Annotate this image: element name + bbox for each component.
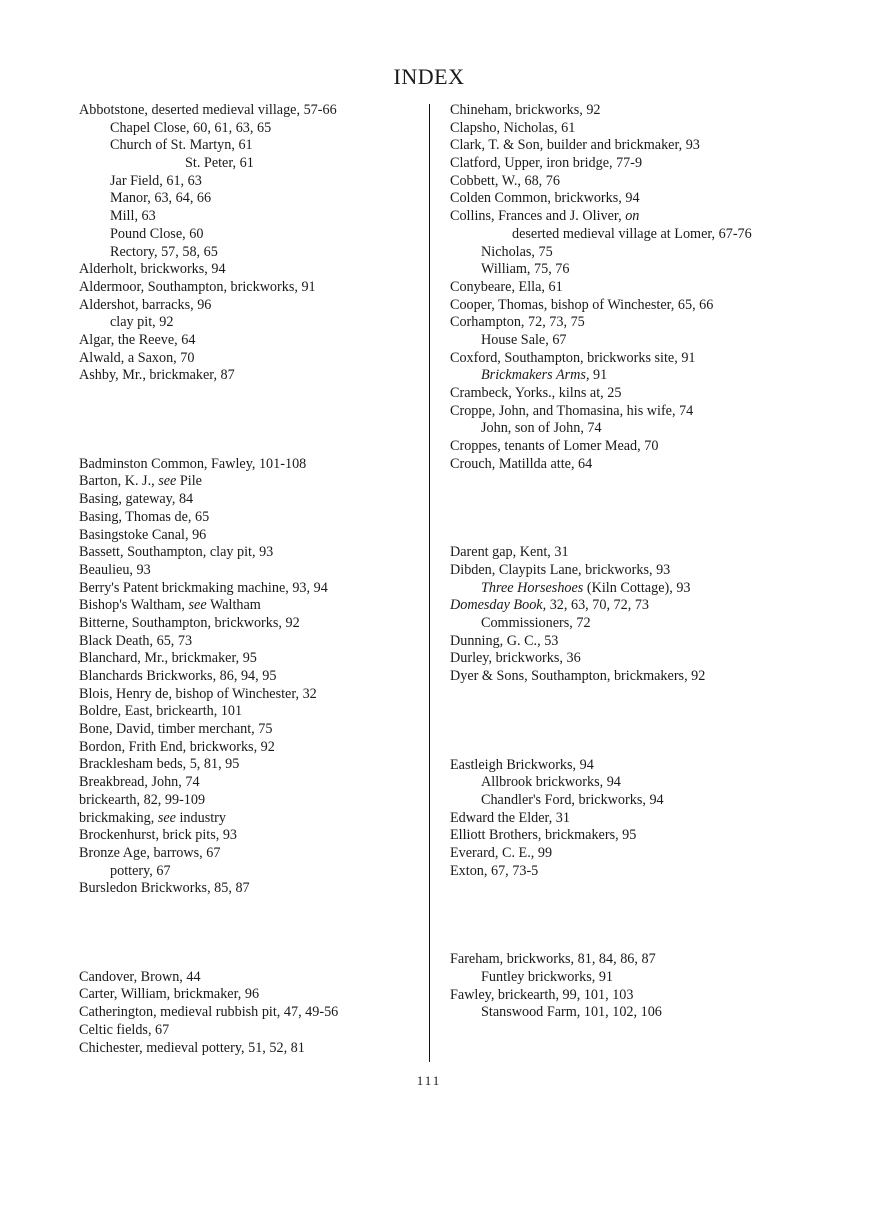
- entry-text: industry: [175, 809, 226, 826]
- index-entry: Bronze Age, barrows, 67: [79, 844, 221, 861]
- index-entry: Bassett, Southampton, clay pit, 93: [79, 544, 274, 561]
- index-entry: Carter, William, brickmaker, 96: [79, 986, 260, 1003]
- index-subentry: Nicholas, 75: [481, 243, 553, 260]
- index-entry: Croppe, John, and Thomasina, his wife, 74: [450, 402, 694, 419]
- index-entry: Aldermoor, Southampton, brickworks, 91: [79, 278, 316, 295]
- index-entry: Chineham, brickworks, 92: [450, 102, 601, 118]
- index-entry: Exton, 67, 73-5: [450, 862, 539, 879]
- index-entry: Everard, C. E., 99: [450, 844, 553, 861]
- index-entry: [79, 473, 424, 491]
- index-entry: Candover, Brown, 44: [79, 968, 201, 985]
- index-subentry: Mill, 63: [110, 208, 156, 225]
- index-entry: [450, 597, 790, 615]
- index-entry: Basing, gateway, 84: [79, 491, 194, 508]
- letter-section-gap: [450, 473, 790, 544]
- letter-section-gap: [450, 880, 790, 951]
- index-entry: Dyer & Sons, Southampton, brickmakers, 92: [450, 668, 706, 685]
- index-entry: Algar, the Reeve, 64: [79, 331, 196, 348]
- entry-text: Waltham: [206, 597, 261, 614]
- index-entry: Fareham, brickworks, 81, 84, 86, 87: [450, 951, 656, 968]
- index-entry-continuation: deserted medieval village at Lomer, 67-76: [512, 225, 752, 242]
- index-subentry: John, son of John, 74: [481, 420, 602, 437]
- see-reference: see: [188, 597, 207, 614]
- index-entry: Basingstoke Canal, 96: [79, 526, 207, 543]
- index-entry: Dibden, Claypits Lane, brickworks, 93: [450, 561, 671, 578]
- index-subentry: pottery, 67: [110, 862, 171, 879]
- index-entry: Boldre, East, brickearth, 101: [79, 703, 243, 720]
- index-entry: Clatford, Upper, iron bridge, 77-9: [450, 155, 643, 172]
- index-subentry: Jar Field, 61, 63: [110, 172, 202, 189]
- entry-text-italic: Domesday Book,: [450, 597, 547, 614]
- entry-text: Barton, K. J.,: [79, 473, 159, 490]
- see-reference: see: [158, 473, 177, 490]
- index-entry: Cooper, Thomas, bishop of Winchester, 65, 66: [450, 296, 714, 313]
- index-entry: Brockenhurst, brick pits, 93: [79, 827, 238, 844]
- entry-text: Collins, Frances and J. Oliver,: [450, 208, 626, 225]
- index-entry: Abbotstone, deserted medieval village, 57-66: [79, 102, 337, 118]
- entry-text: brickmaking,: [79, 809, 158, 826]
- index-entry: Chichester, medieval pottery, 51, 52, 81: [79, 1039, 305, 1056]
- entry-text: (Kiln Cottage), 93: [583, 579, 691, 596]
- index-entry: Eastleigh Brickworks, 94: [450, 756, 594, 773]
- see-reference: see: [157, 809, 176, 826]
- index-subentry: Rectory, 57, 58, 65: [110, 243, 218, 260]
- index-entry: Celtic fields, 67: [79, 1021, 170, 1038]
- index-entry: Catherington, medieval rubbish pit, 47, 49-56: [79, 1004, 339, 1021]
- index-entry: Alderholt, brickworks, 94: [79, 261, 226, 278]
- index-entry: Blois, Henry de, bishop of Winchester, 32: [79, 685, 317, 702]
- index-subentry: Chapel Close, 60, 61, 63, 65: [110, 119, 272, 136]
- index-entry: Beaulieu, 93: [79, 561, 151, 578]
- index-entry: Bone, David, timber merchant, 75: [79, 721, 273, 738]
- index-subentry: [450, 367, 790, 385]
- index-subentry: St. Peter, 61: [185, 155, 254, 172]
- index-entry: [450, 208, 790, 226]
- index-subentry: Funtley brickworks, 91: [481, 968, 614, 985]
- entry-text: Bishop's Waltham,: [79, 597, 189, 614]
- index-entry: Fawley, brickearth, 99, 101, 103: [450, 986, 634, 1003]
- index-entry: Crambeck, Yorks., kilns at, 25: [450, 385, 622, 402]
- index-subentry: House Sale, 67: [481, 331, 567, 348]
- index-subentry: [450, 580, 790, 598]
- entry-text: 91: [589, 367, 608, 384]
- page-title: INDEX: [393, 64, 465, 89]
- index-entry: Coxford, Southampton, brickworks site, 91: [450, 349, 696, 366]
- index-entry: Berry's Patent brickmaking machine, 93, 94: [79, 579, 328, 596]
- index-entry: Bordon, Frith End, brickworks, 92: [79, 738, 275, 755]
- index-entry: Black Death, 65, 73: [79, 632, 193, 649]
- index-entry: Breakbread, John, 74: [79, 774, 200, 791]
- column-divider: [429, 104, 430, 1062]
- index-entry: Conybeare, Ella, 61: [450, 278, 563, 295]
- index-subentry: clay pit, 92: [110, 314, 174, 331]
- index-entry: Badminston Common, Fawley, 101-108: [79, 455, 307, 472]
- index-column-right: [450, 102, 790, 1022]
- index-entry: Basing, Thomas de, 65: [79, 508, 210, 525]
- letter-section-gap: [79, 385, 424, 456]
- index-entry: [79, 810, 424, 828]
- index-entry: Blanchards Brickworks, 86, 94, 95: [79, 668, 277, 685]
- index-entry: Bursledon Brickworks, 85, 87: [79, 880, 250, 897]
- index-entry: Edward the Elder, 31: [450, 809, 570, 826]
- index-column-left: [79, 102, 424, 1057]
- index-entry: Elliott Brothers, brickmakers, 95: [450, 827, 637, 844]
- index-subentry: Church of St. Martyn, 61: [110, 137, 253, 154]
- page-number: 111: [416, 1073, 442, 1088]
- index-entry: Clapsho, Nicholas, 61: [450, 119, 576, 136]
- index-entry: Darent gap, Kent, 31: [450, 544, 569, 561]
- entry-text: 32, 63, 70, 72, 73: [546, 597, 649, 614]
- index-entry: Croppes, tenants of Lomer Mead, 70: [450, 438, 659, 455]
- index-subentry: William, 75, 76: [481, 261, 570, 278]
- letter-section-gap: [450, 686, 790, 757]
- index-entry: Alwald, a Saxon, 70: [79, 349, 195, 366]
- index-entry: Colden Common, brickworks, 94: [450, 190, 640, 207]
- index-entry: Crouch, Matillda atte, 64: [450, 455, 593, 472]
- index-entry: Ashby, Mr., brickmaker, 87: [79, 367, 235, 384]
- index-subentry: Stanswood Farm, 101, 102, 106: [481, 1004, 662, 1021]
- index-entry: Durley, brickworks, 36: [450, 650, 581, 667]
- index-entry: Cobbett, W., 68, 76: [450, 172, 560, 189]
- index-entry: Corhampton, 72, 73, 75: [450, 314, 585, 331]
- entry-text: Pile: [176, 473, 202, 490]
- index-subentry: Chandler's Ford, brickworks, 94: [481, 791, 664, 808]
- index-entry: [79, 597, 424, 615]
- entry-text-italic: Brickmakers Arms,: [481, 367, 590, 384]
- index-entry: Clark, T. & Son, builder and brickmaker, 93: [450, 137, 700, 154]
- letter-section-gap: [79, 898, 424, 969]
- index-entry: brickearth, 82, 99-109: [79, 791, 206, 808]
- index-entry: Bracklesham beds, 5, 81, 95: [79, 756, 240, 773]
- index-subentry: Manor, 63, 64, 66: [110, 190, 212, 207]
- index-subentry: Pound Close, 60: [110, 225, 204, 242]
- index-entry: Aldershot, barracks, 96: [79, 296, 212, 313]
- index-entry: Bitterne, Southampton, brickworks, 92: [79, 614, 300, 631]
- entry-text-italic: Three Horseshoes: [481, 579, 584, 596]
- index-subentry: Allbrook brickworks, 94: [481, 774, 621, 791]
- index-subentry: Commissioners, 72: [481, 615, 591, 631]
- index-entry: Dunning, G. C., 53: [450, 632, 559, 649]
- index-entry: Blanchard, Mr., brickmaker, 95: [79, 650, 257, 667]
- on-reference: on: [625, 208, 640, 225]
